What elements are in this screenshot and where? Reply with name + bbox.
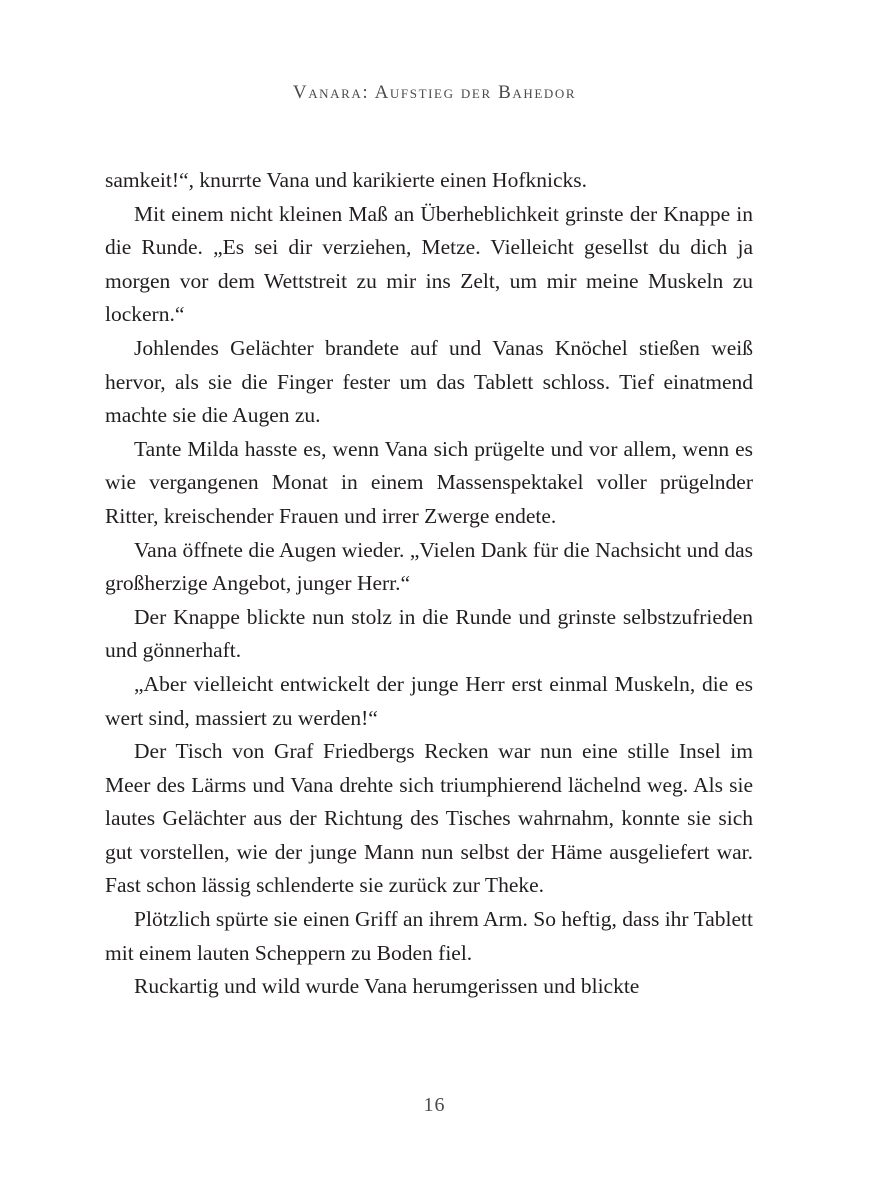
paragraph: Der Tisch von Graf Friedbergs Recken war nun eine stille Insel im Meer des Lärms und Vana drehte sich triumphierend lächelnd weg. Als sie lautes Gelächter aus der Richtung des Tisches wahrnahm, konnte sie sich gut vorstellen, wie der junge Mann nun selbst der Häme ausgeliefert war. Fast schon lässig schlenderte sie zurück zur Theke. xyxy=(105,739,753,898)
paragraph: Plötzlich spürte sie einen Griff an ihrem Arm. So heftig, dass ihr Tablett mit einem lauten Scheppern zu Boden fiel. xyxy=(105,907,753,965)
paragraph: Johlendes Gelächter brandete auf und Vanas Knöchel stießen weiß hervor, als sie die Finger fester um das Tablett schloss. Tief einatmend machte sie die Augen zu. xyxy=(105,335,753,428)
paragraph: Tante Milda hasste es, wenn Vana sich prügelte und vor allem, wenn es wie vergangenen Monat in einem Massenspektakel voller prügelnder Ritter, kreischender Frauen und irrer Zwerge endete. xyxy=(105,436,753,528)
paragraph: Vana öffnete die Augen wieder. „Vielen Dank für die Nachsicht und das großherzige Angebot, junger Herr.“ xyxy=(105,537,753,596)
paragraph: Ruckartig und wild wurde Vana herumgerissen und blickte xyxy=(134,974,640,999)
page-number: 16 xyxy=(423,1094,446,1116)
paragraph: Mit einem nicht kleinen Maß an Überheblichkeit grinste der Knappe in die Runde. „Es sei dir verziehen, Metze. Vielleicht gesellst du dich ja morgen vor dem Wettstreit zu mir ins Zelt, um mir meine Muskeln zu lockern.“ xyxy=(105,201,753,327)
running-head: Vanara: Aufstieg der Bahedor xyxy=(292,82,577,103)
paragraph: samkeit!“, knurrte Vana und karikierte einen Hofknicks. xyxy=(105,168,587,192)
paragraph: „Aber vielleicht entwickelt der junge Herr erst einmal Muskeln, die es wert sind, massiert zu werden!“ xyxy=(105,671,753,730)
page-body-text xyxy=(105,164,753,1004)
paragraph: Der Knappe blickte nun stolz in die Runde und grinste selbstzufrieden und gönnerhaft. xyxy=(105,604,753,663)
